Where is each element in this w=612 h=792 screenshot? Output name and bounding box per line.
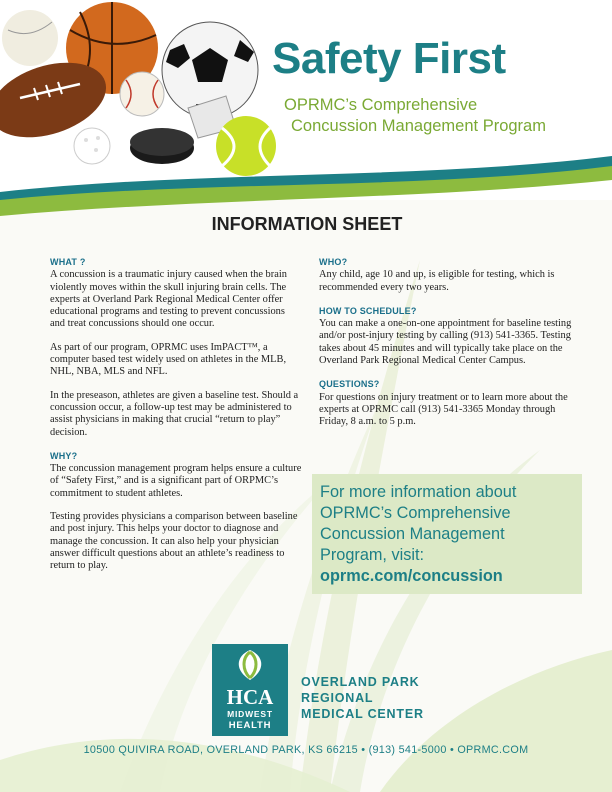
- more-info-line-4: Program, visit:: [320, 546, 425, 564]
- subtitle-line-1: OPRMC’s Comprehensive: [284, 96, 478, 114]
- right-column: [319, 256, 581, 440]
- more-info-box: [312, 474, 582, 594]
- questions-heading: QUESTIONS?: [319, 379, 380, 390]
- header: [0, 0, 612, 200]
- why-paragraph-1: The concussion management program helps ensure a culture of “Safety First,” and is a significant part of ORPMC’s commitment to student athletes.: [50, 463, 302, 499]
- why-paragraph-2: Testing provides physicians a comparison between baseline and post injury. This helps your doctor to diagnose and manage the concussion. It can also help your physician answer difficult questions about an athlete’s readiness to return to play.: [50, 511, 298, 572]
- why-heading: WHY?: [50, 450, 78, 461]
- what-paragraph-1: A concussion is a traumatic injury caused when the brain violently moves within the skull injuring brain cells. The experts at Overland Park Regional Medical Center offer educational programs and testing to prevent concussions and treat concussions should one occur.: [50, 269, 287, 330]
- org-line-1: OVERLAND PARK: [301, 675, 420, 689]
- organization-name: [301, 674, 424, 722]
- subtitle-line-2: Concussion Management Program: [291, 117, 546, 135]
- what-paragraph-2: As part of our program, OPRMC uses ImPACT™, a computer based test widely used on athletes in the MLB, NHL, NBA, MLS and NFL.: [50, 341, 287, 378]
- page-title: Safety First: [272, 34, 506, 83]
- header-swoosh-graphic: [0, 150, 612, 220]
- schedule-paragraph: You can make a one-on-one appointment for baseline testing and/or post-injury testing by calling (913) 541-3365. Testing takes about 45 minutes and will typically take place on the Overland Park Regional Medical Center Campus.: [319, 318, 572, 367]
- org-line-2: REGIONAL: [301, 691, 374, 705]
- footer-contact: 10500 QUIVIRA ROAD, OVERLAND PARK, KS 66215 • (913) 541-5000 • OPRMC.COM: [83, 744, 529, 756]
- concussion-url-link[interactable]: oprmc.com/concussion: [320, 567, 503, 585]
- org-line-3: MEDICAL CENTER: [301, 707, 424, 721]
- questions-paragraph: For questions on injury treatment or to learn more about the experts at OPRMC call (913) 541-3365 Monday through Friday, 8 a.m. to 5 p.m.: [319, 391, 568, 428]
- more-info-line-1: For more information about: [320, 483, 517, 501]
- schedule-heading: HOW TO SCHEDULE?: [319, 305, 417, 316]
- more-info-line-3: Concussion Management: [320, 525, 505, 543]
- more-info-line-2: OPRMC’s Comprehensive: [320, 504, 511, 522]
- what-heading: WHAT ?: [50, 257, 86, 267]
- information-sheet-heading: INFORMATION SHEET: [211, 214, 403, 234]
- who-heading: WHO?: [319, 257, 348, 267]
- hca-midwest-health-logo: [212, 644, 288, 736]
- left-column: [50, 256, 302, 584]
- who-paragraph: Any child, age 10 and up, is eligible for testing, which is recommended every two years.: [319, 269, 555, 293]
- what-paragraph-3: In the preseason, athletes are given a baseline test. Should a concussion occur, a follow-up test may be administered to assist physicians in making that crucial “return to play” decision.: [50, 389, 299, 438]
- logo-midwest-text: MIDWEST: [227, 709, 273, 719]
- logo-health-text: HEALTH: [228, 720, 272, 731]
- logo-hca-text: HCA: [226, 685, 274, 709]
